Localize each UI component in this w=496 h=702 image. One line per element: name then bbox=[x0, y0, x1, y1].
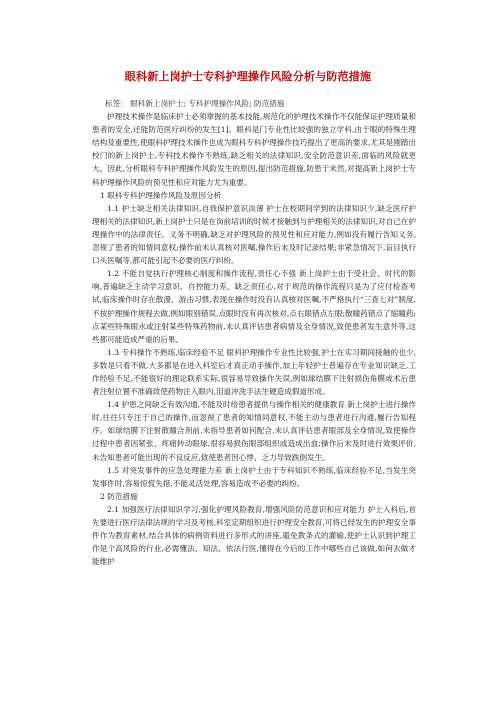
paragraph-1-3: 1.3 专科操作不熟练,临床经验不足 眼科护理操作专业性比较强,护士在实习期间接触的也少,多数是只看不做,大多都是在进入科室后才真正动手操作,加上年轻护士普遍存在专业知识缺乏,工作经验不足,不能很好的理论联系实际,很容易导致操作失误,例如球结膜下注射损伤角膜或术后患者注射位置不准确致使药物注入眼内,泪道冲洗手法生硬造成假道形成。 bbox=[92, 347, 416, 397]
section-heading-2: 2 防范措施 bbox=[100, 491, 138, 501]
document-body bbox=[92, 97, 416, 568]
paragraph-1-1: 1.1 护士缺乏相关法律知识,自我保护意识淡薄 护士在校期间学到的法律知识少,缺乏医疗护理相关的法律知识,新上岗护士只是在岗前培训的时候才接触到与护理相关的法律知识,对自己在护理操作中的法律责任、义务不明确,缺乏对护理风险的预见性和应对能力,例如没有履行告知义务,忽视了患者的知情同意权;操作前未认真核对医嘱,操作后未及时记录结果;非紧急情况下,盲目执行口头医嘱等,都可能引起不必要的医疗纠纷。 bbox=[92, 203, 416, 266]
paragraph-1-2: 1.2 不能自觉执行护理核心制度和操作流程,责任心不强 新上岗护士由于受社会、时代的影响,普遍缺乏主动学习意识、自控能力差、缺乏责任心,对于规范的操作流程只是为了应付检查考试,临床操作时存在散漫、游击习惯,表现在操作时没有认真核对医嘱,不严格执行“三查七对”制度,不按护理操作规程去做,例如眼别错误,点眼时没有再次核对,点右眼错点左眼;散瞳药错点了缩瞳药;点某些特殊眼水或注射某些特殊药物前,未认真评估患者病情及全身情况,致使患者发生意外等,这些都可能造成严重的后果。 bbox=[92, 269, 416, 344]
paragraph-1-4: 1.4 护患之间缺乏有效沟通,不能及时给患者提供与操作相关的健康教育 新上岗护士进行操作时,往往只专注于自己的操作,而忽视了患者的知情同意权,不能主动与患者进行沟通,履行告知程序。如球结膜下注射散瞳合剂前,未指导患者如何配合,未认真评估患者眼部及全身情况,致使操作过程中患者因紧张、疼痛转动眼球,很容易损伤眼部组织或造成出血;操作后未及时进行效果评价,未告知患者可能出现的不良反应,致使患者因心悸、乏力导致跌倒发生。 bbox=[92, 400, 416, 462]
keywords-line: 标签： 眼科新上岗护士; 专科护理操作风险; 防范措施 bbox=[105, 99, 285, 108]
paragraph-intro: 护理技术操作是临床护士必须掌握的基本技能,规范化的护理技术操作不仅能保证护理质量和患者的安全,还能防范医疗纠纷的发生[1]。眼科是门专业性比较强的独立学科,由于眼的特殊生理结构及重要性,使眼科护理技术操作也成为眼科专科护理操作技巧提出了更高的要求,尤其是刚踏出校门的新上岗护士,专科技术操作不熟练,缺乏相关的法律知识,安全防范意识差,面临的风险就更大。因此,分析眼科专科护理操作风险发生的原因,提出防范措施,防患于未然,对提高新上岗护士专科护理操作风险的预见性和应对能力尤为重要。 bbox=[92, 112, 416, 187]
paragraph-1-5: 1.5 对突发事件的应急处理能力差 新上岗护士由于专科知识不熟练,临床经验不足,当发生突发事件时,容易惊慌失措,不能灵活处理,容易造成不必要的纠纷。 bbox=[92, 465, 416, 488]
section-heading-1: 1 眼科专科护理操作风险及原因分析 bbox=[100, 190, 222, 200]
document-title: 眼科新上岗护士专科护理操作风险分析与防范措施 bbox=[124, 70, 372, 83]
paragraph-2-1: 2.1 加强医疗法律知识学习,强化护理风险教育,增强风险防范意识和应对能力 护士入科后,首先要进行医疗法律法规的学习及考核,科室定期组织进行护理安全教育,可将已经发生的护理安全事件作为教育素材,结合具体的病例资料进行多形式的讲座,避免教条式的灌输,使护士认识到护理工作是个高风险的行业,必需懂法、知法、依法行医,懂得在今后的工作中哪些自己该做,如何去做才能维护 bbox=[92, 504, 416, 567]
